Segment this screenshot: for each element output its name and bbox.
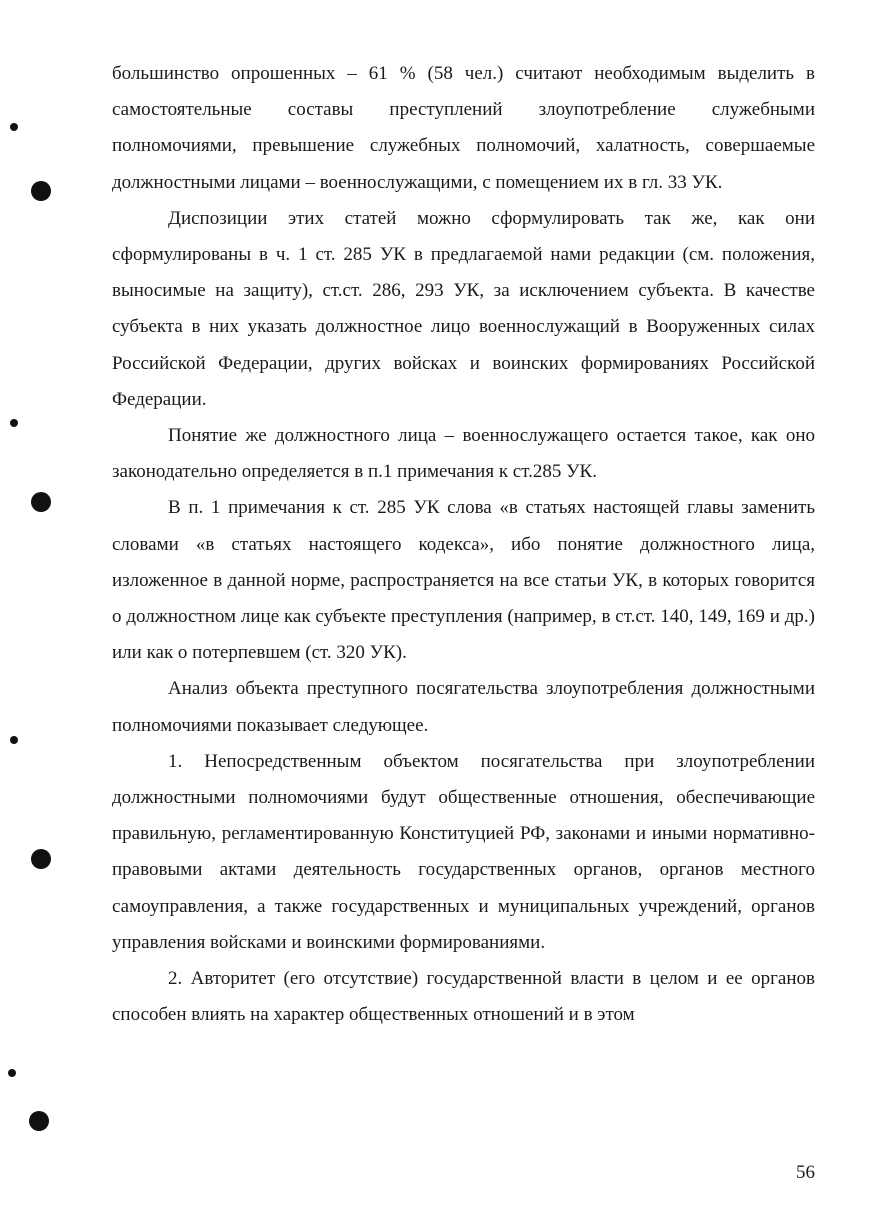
- document-body: [112, 56, 815, 1033]
- paragraph: Понятие же должностного лица – военнослужащего остается такое, как оно законодательно определяется в п.1 примечания к ст.285 УК.: [112, 425, 815, 483]
- punch-hole: [10, 736, 18, 744]
- punch-hole: [8, 1069, 16, 1077]
- paragraph: Диспозиции этих статей можно сформулировать так же, как они сформулированы в ч. 1 ст. 285 УК в предлагаемой нами редакции (см. положения, выносимые на защиту), ст.ст. 286, 293 УК, за исключением субъекта. В качестве субъекта в них указать должностное лицо военнослужащий в Вооруженных силах Российской Федерации, других войсках и воинских формированиях Российской Федерации.: [112, 207, 815, 410]
- paragraph: 1. Непосредственным объектом посягательства при злоупотреблении должностными полномочиями будут общественные отношения, обеспечивающие правильную, регламентированную Конституцией РФ, законами и иными нормативно-правовыми актами деятельность государственных органов, органов местного самоуправления, а также государственных и муниципальных учреждений, органов управления войсками и воинскими формированиями.: [112, 750, 815, 953]
- paragraph: Анализ объекта преступного посягательства злоупотребления должностными полномочиями показывает следующее.: [112, 678, 815, 736]
- paragraph: большинство опрошенных – 61 % (58 чел.) считают необходимым выделить в самостоятельные составы преступлений злоупотребление служебными полномочиями, превышение служебных полномочий, халатность, совершаемые должностными лицами – военнослужащими, с помещением их в гл. 33 УК.: [112, 63, 815, 193]
- punch-hole: [10, 419, 18, 427]
- punch-hole: [31, 849, 51, 869]
- paragraph: 2. Авторитет (его отсутствие) государственной власти в целом и ее органов способен влиять на характер общественных отношений и в этом: [112, 968, 815, 1026]
- page-number: 56: [796, 1162, 815, 1183]
- paragraph: В п. 1 примечания к ст. 285 УК слова «в статьях настоящей главы заменить словами «в статьях настоящего кодекса», ибо понятие должностного лица, изложенное в данной норме, распространяется на все статьи УК, в которых говорится о должностном лице как субъекте преступления (например, в ст.ст. 140, 149, 169 и др.) или как о потерпевшем (ст. 320 УК).: [112, 497, 815, 664]
- punch-hole: [10, 123, 18, 131]
- punch-hole: [31, 181, 51, 201]
- punch-hole: [29, 1111, 49, 1131]
- punch-hole: [31, 492, 51, 512]
